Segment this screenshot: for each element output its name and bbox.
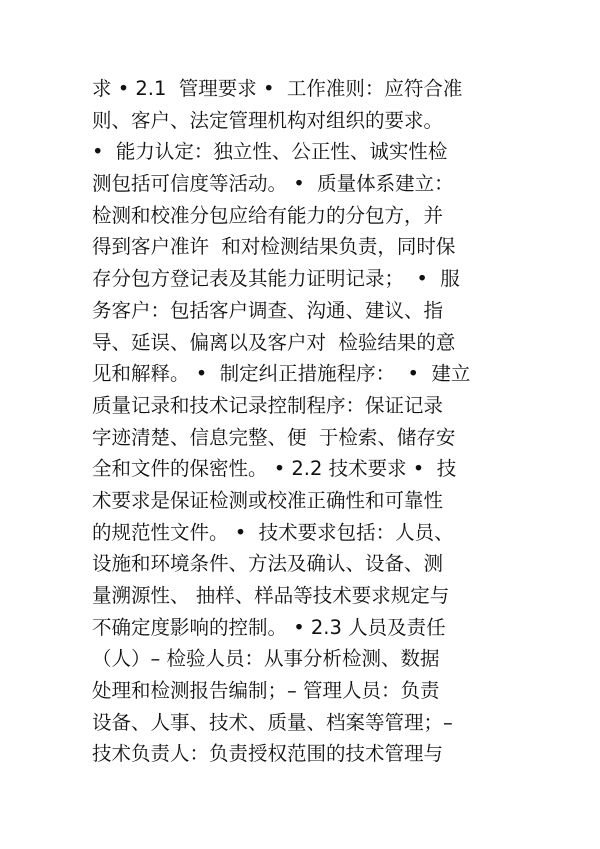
text-line-22: 技术负责人：负责授权范围的技术管理与 xyxy=(92,742,444,766)
text-line-16: 设施和环境条件、方法及确认、设备、测 xyxy=(92,552,444,576)
text-line-2: 则、客户、法定管理机构对组织的要求。 xyxy=(92,108,444,132)
text-line-15: 的规范性文件。 • 技术要求包括：人员、 xyxy=(92,520,454,544)
text-line-19: （人）– 检验人员：从事分析检测、数据 xyxy=(92,647,440,671)
text-line-18: 不确定度影响的控制。 • 2.3 人员及责任 xyxy=(92,615,446,639)
text-line-9: 导、延误、偏离以及客户对 检验结果的意 xyxy=(92,330,456,354)
text-line-11: 质量记录和技术记录控制程序：保证记录 xyxy=(92,393,444,417)
text-line-10: 见和解释。 • 制定纠正措施程序： • 建立 xyxy=(92,362,471,386)
text-line-3: • 能力认定：独立性、公正性、诚实性检 xyxy=(92,140,448,164)
text-line-7: 存分包方登记表及其能力证明记录； • 服 xyxy=(92,267,460,291)
text-line-12: 字迹清楚、信息完整、便 于检索、储存安 xyxy=(92,425,456,449)
text-line-8: 务客户：包括客户调查、沟通、建议、指 xyxy=(92,298,444,322)
text-line-5: 检测和校准分包应给有能力的分包方，并 xyxy=(92,203,444,227)
text-line-14: 术要求是保证检测或校准正确性和可靠性 xyxy=(92,488,444,512)
text-line-13: 全和文件的保密性。 • 2.2 技术要求 • 技 xyxy=(92,457,457,481)
text-line-1: 求 • 2.1 管理要求 • 工作准则：应符合准 xyxy=(92,77,463,100)
text-line-17: 量溯源性、 抽样、样品等技术要求规定与 xyxy=(92,584,450,607)
document-body-text xyxy=(92,73,522,770)
text-line-21: 设备、人事、技术、质量、档案等管理；– xyxy=(92,710,453,734)
text-line-4: 测包括可信度等活动。 • 质量体系建立： xyxy=(92,172,454,196)
text-line-20: 处理和检测报告编制；– 管理人员：负责 xyxy=(92,679,440,703)
text-line-6: 得到客户准许 和对检测结果负责，同时保 xyxy=(92,235,456,259)
